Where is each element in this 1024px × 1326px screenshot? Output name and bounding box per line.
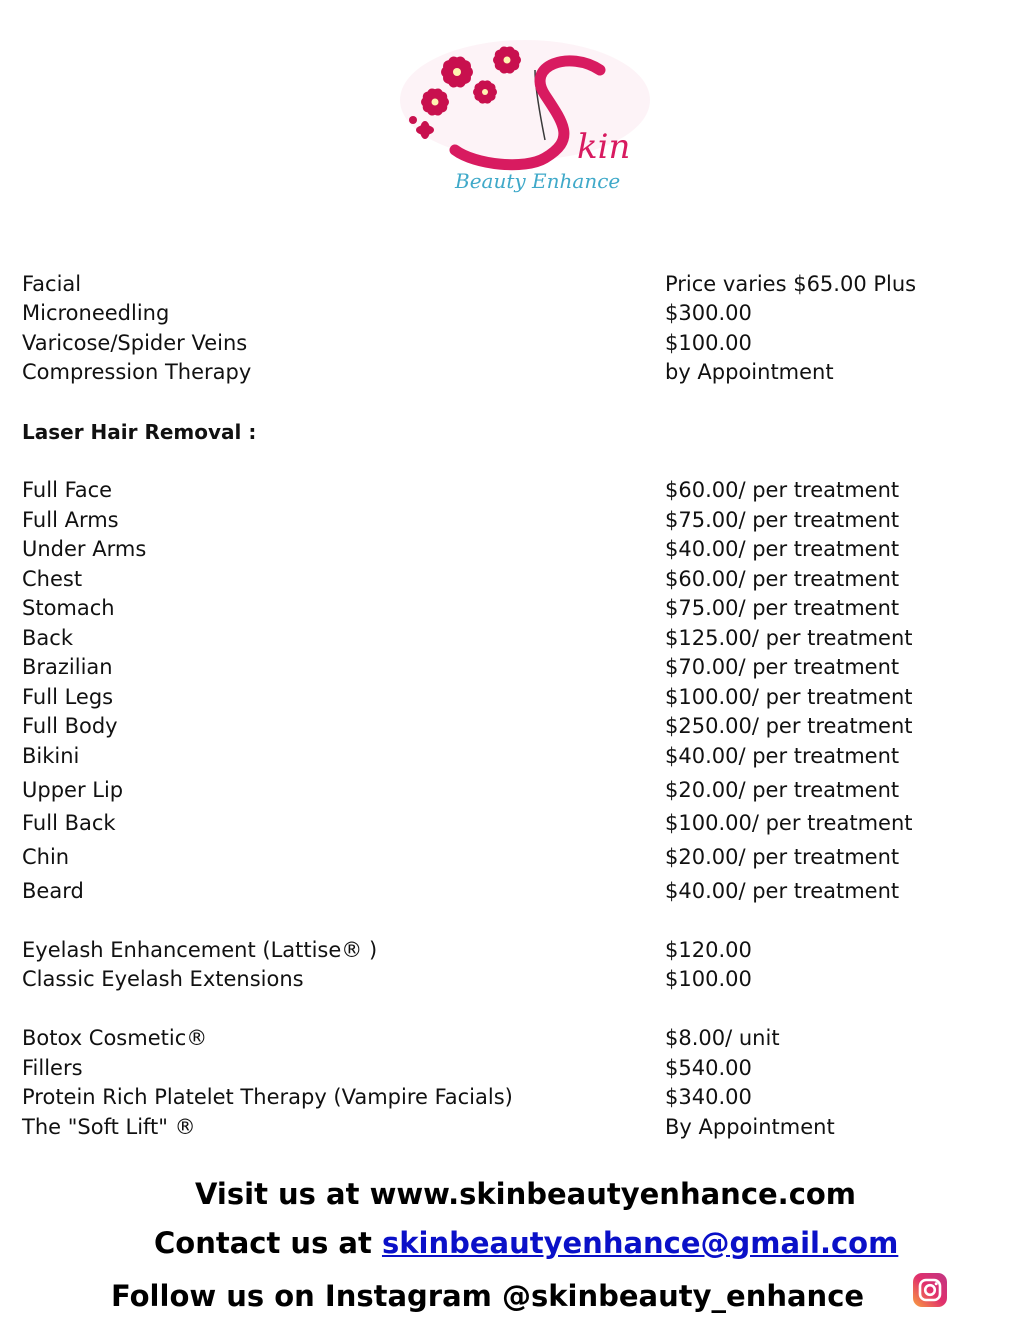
service-row — [0, 1082, 1024, 1112]
instagram-icon[interactable] — [912, 1272, 948, 1308]
service-row — [0, 534, 1024, 564]
service-name: Facial — [22, 272, 82, 296]
service-row — [0, 475, 1024, 505]
service-row — [0, 711, 1024, 741]
service-name: Brazilian — [22, 655, 113, 679]
service-name: Classic Eyelash Extensions — [22, 967, 304, 991]
orchid-flower-icon — [395, 30, 655, 200]
service-price: $8.00/ unit — [665, 1026, 780, 1050]
service-row — [0, 775, 1024, 805]
service-row — [0, 1053, 1024, 1083]
brand-logo — [395, 30, 655, 200]
service-row — [0, 935, 1024, 965]
service-name: Back — [22, 626, 73, 650]
service-row — [0, 623, 1024, 653]
service-row — [0, 593, 1024, 623]
service-price: $40.00/ per treatment — [665, 537, 900, 561]
service-row — [0, 298, 1024, 328]
service-row — [0, 1112, 1024, 1142]
service-price: $125.00/ per treatment — [665, 626, 913, 650]
service-name: Compression Therapy — [22, 360, 252, 384]
service-name: Protein Rich Platelet Therapy (Vampire Facials) — [22, 1085, 513, 1109]
service-price: Price varies $65.00 Plus — [665, 272, 917, 296]
visit-website-text: Visit us at www.skinbeautyenhance.com — [195, 1177, 857, 1211]
service-row — [0, 357, 1024, 387]
service-name: Chin — [22, 845, 70, 869]
service-price: $340.00 — [665, 1085, 752, 1109]
service-name: Varicose/Spider Veins — [22, 331, 248, 355]
service-row — [0, 842, 1024, 872]
service-price: $100.00 — [665, 331, 752, 355]
service-row — [0, 564, 1024, 594]
service-name: Full Body — [22, 714, 118, 738]
service-price: $75.00/ per treatment — [665, 596, 900, 620]
service-row — [0, 808, 1024, 838]
service-price: $70.00/ per treatment — [665, 655, 900, 679]
service-price: by Appointment — [665, 360, 834, 384]
service-row — [0, 964, 1024, 994]
service-price: $100.00/ per treatment — [665, 685, 913, 709]
service-price: $100.00/ per treatment — [665, 811, 913, 835]
service-row — [0, 269, 1024, 299]
service-row — [0, 741, 1024, 771]
service-price: $540.00 — [665, 1056, 752, 1080]
service-price: By Appointment — [665, 1115, 835, 1139]
service-row — [0, 505, 1024, 535]
service-name: Full Back — [22, 811, 116, 835]
service-name: Fillers — [22, 1056, 83, 1080]
service-price: $60.00/ per treatment — [665, 567, 900, 591]
service-name: Full Face — [22, 478, 113, 502]
service-price: $100.00 — [665, 967, 752, 991]
service-row — [0, 876, 1024, 906]
service-row — [0, 328, 1024, 358]
service-name: Stomach — [22, 596, 115, 620]
service-price: $75.00/ per treatment — [665, 508, 900, 532]
contact-prefix: Contact us at — [154, 1226, 382, 1260]
service-name: Under Arms — [22, 537, 147, 561]
service-price: $40.00/ per treatment — [665, 879, 900, 903]
service-price: $250.00/ per treatment — [665, 714, 913, 738]
service-name: Upper Lip — [22, 778, 124, 802]
laser-hair-removal-heading: Laser Hair Removal : — [22, 420, 257, 444]
logo-wordmark: kin — [577, 127, 631, 167]
service-row — [0, 1023, 1024, 1053]
contact-line — [154, 1223, 898, 1263]
service-row — [0, 682, 1024, 712]
service-price: $20.00/ per treatment — [665, 845, 900, 869]
service-price: $120.00 — [665, 938, 752, 962]
service-price: $300.00 — [665, 301, 752, 325]
service-name: The "Soft Lift" ® — [22, 1115, 196, 1139]
service-name: Full Arms — [22, 508, 119, 532]
service-row — [0, 652, 1024, 682]
service-name: Botox Cosmetic® — [22, 1026, 208, 1050]
service-name: Eyelash Enhancement (Lattise® ) — [22, 938, 378, 962]
service-name: Full Legs — [22, 685, 114, 709]
service-price: $40.00/ per treatment — [665, 744, 900, 768]
service-name: Bikini — [22, 744, 80, 768]
service-price: $20.00/ per treatment — [665, 778, 900, 802]
service-price: $60.00/ per treatment — [665, 478, 900, 502]
logo-tagline: Beauty Enhance — [455, 169, 621, 193]
contact-email-link[interactable]: skinbeautyenhance@gmail.com — [381, 1226, 899, 1260]
service-name: Beard — [22, 879, 84, 903]
service-name: Microneedling — [22, 301, 170, 325]
service-name: Chest — [22, 567, 83, 591]
instagram-text: Follow us on Instagram @skinbeauty_enhance — [111, 1279, 865, 1313]
